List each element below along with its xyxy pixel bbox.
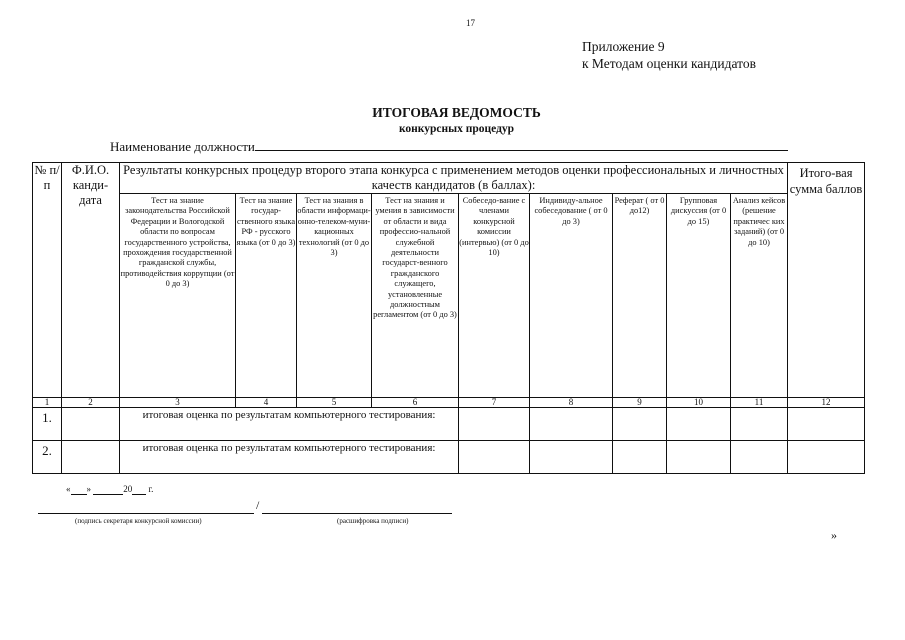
header-name: Ф.И.О. канди-дата (62, 163, 120, 398)
column-number: 2 (62, 398, 120, 408)
score-cell[interactable] (613, 441, 667, 474)
table-row (33, 441, 865, 474)
header-total: Итого-вая сумма баллов (788, 163, 865, 398)
score-cell[interactable] (667, 408, 731, 441)
column-number: 8 (530, 398, 613, 408)
score-cell[interactable] (731, 408, 788, 441)
header-results: Результаты конкурсных процедур второго этапа конкурса с применением методов оценки профессиональных и личностных качеств кандидатов (в баллах): (120, 163, 788, 194)
appendix-line-2: к Методам оценки кандидатов (582, 56, 756, 71)
page-number: 17 (466, 18, 475, 28)
column-number: 5 (297, 398, 372, 408)
column-number: 10 (667, 398, 731, 408)
table-header-row (33, 163, 865, 194)
column-number: 9 (613, 398, 667, 408)
candidate-name-cell[interactable] (62, 408, 120, 441)
column-number: 4 (236, 398, 297, 408)
header-num: № п/п (33, 163, 62, 398)
position-blank-line (255, 138, 788, 151)
title-sub: конкурсных процедур (398, 123, 515, 135)
column-number: 7 (459, 398, 530, 408)
row-label: итоговая оценка по результатам компьютерного тестирования: (120, 441, 459, 474)
document-title (0, 104, 905, 138)
position-label: Наименование должности (110, 139, 255, 154)
score-cell[interactable] (530, 408, 613, 441)
score-cell[interactable] (530, 441, 613, 474)
month-blank (93, 484, 123, 495)
score-cell[interactable] (613, 408, 667, 441)
subheader-cell: Индивиду-альное собеседование ( от 0 до 3) (530, 194, 613, 398)
appendix-header (582, 38, 756, 72)
subheader-cell: Собеседо-вание с членами конкурсной комиссии (интервью) (от 0 до 10) (459, 194, 530, 398)
subheader-cell: Тест на знания в области информаци-онно-телеком-муни-кационных технологий (от 0 до 3) (297, 194, 372, 398)
results-table (32, 162, 865, 474)
signature-caption: (подпись секретаря конкурсной комиссии) (75, 517, 202, 525)
column-number: 11 (731, 398, 788, 408)
table-subheader-row (33, 194, 865, 398)
year-prefix: 20 (123, 484, 133, 494)
score-cell[interactable] (459, 408, 530, 441)
row-number: 1. (33, 408, 62, 441)
trailing-quote: » (831, 528, 837, 542)
subheader-cell: Тест на знания и умения в зависимости от области и вида профессио-нальной служебной деятельности государст-венного гражданского служащего, установленные должностным регламентом (от 0 до 3) (372, 194, 459, 398)
subheader-cell: Групповая дискуссия (от 0 до 15) (667, 194, 731, 398)
total-cell[interactable] (788, 408, 865, 441)
row-label: итоговая оценка по результатам компьютерного тестирования: (120, 408, 459, 441)
signature-slash: / (256, 498, 260, 512)
subheader-cell: Реферат ( от 0 до12) (613, 194, 667, 398)
total-cell[interactable] (788, 441, 865, 474)
column-number: 6 (372, 398, 459, 408)
column-number: 3 (120, 398, 236, 408)
date-close-quote: » (86, 484, 91, 494)
subheader-cell: Тест на знание законодательства Российской Федерации и Вологодской области по вопросам государственного устройства, прохождения государственной гражданской службы, противодействия коррупции (от 0 до 3) (120, 194, 236, 398)
score-cell[interactable] (731, 441, 788, 474)
appendix-line-1: Приложение 9 (582, 39, 665, 54)
score-cell[interactable] (667, 441, 731, 474)
year-suffix: г. (146, 484, 154, 494)
column-number-row (33, 398, 865, 408)
position-field (110, 138, 810, 155)
signature-decode-caption: (расшифровка подписи) (337, 517, 409, 525)
year-blank (132, 484, 146, 495)
row-number: 2. (33, 441, 62, 474)
date-open-quote: « (66, 484, 71, 494)
date-field (66, 484, 153, 495)
subheader-cell: Анализ кейсов (решение практичес ких заданий) (от 0 до 10) (731, 194, 788, 398)
signature-decode-line (262, 512, 452, 514)
column-number: 1 (33, 398, 62, 408)
day-blank (71, 484, 87, 495)
score-cell[interactable] (459, 441, 530, 474)
table-row (33, 408, 865, 441)
column-number: 12 (788, 398, 865, 408)
signature-line (38, 512, 254, 514)
candidate-name-cell[interactable] (62, 441, 120, 474)
title-main: ИТОГОВАЯ ВЕДОМОСТЬ (372, 105, 541, 120)
subheader-cell: Тест на знание государ-ственного языка РФ - русского языка (от 0 до 3) (236, 194, 297, 398)
